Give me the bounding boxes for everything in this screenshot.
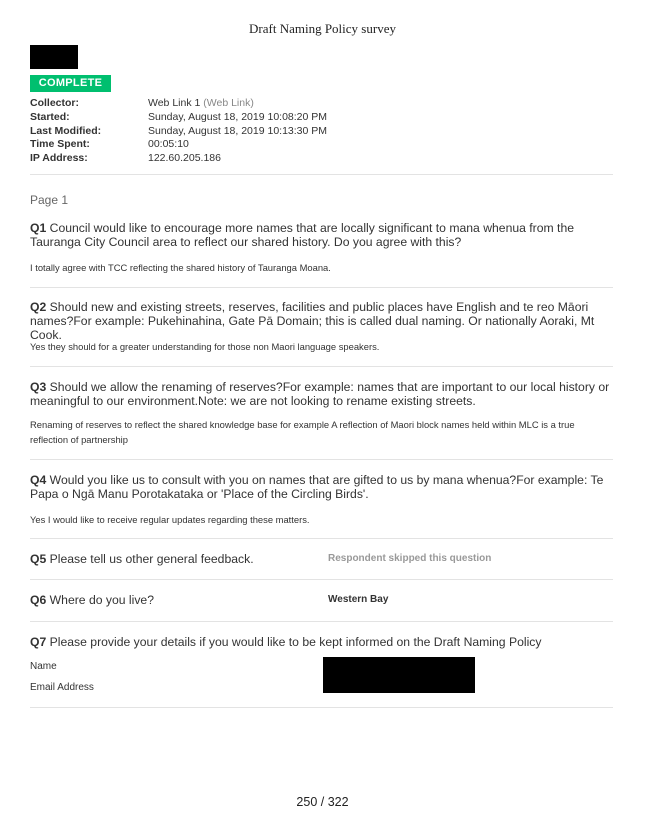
page-counter: 250 / 322 xyxy=(296,795,349,809)
status-badge: COMPLETE xyxy=(30,75,111,92)
question-text: Where do you live? xyxy=(49,593,154,607)
question-text: Please tell us other general feedback. xyxy=(49,552,254,566)
field-label-email: Email Address xyxy=(30,682,94,693)
question-number: Q5 xyxy=(30,552,47,566)
question-number: Q6 xyxy=(30,593,47,607)
question-1 xyxy=(30,221,613,249)
question-2 xyxy=(30,300,613,342)
answer-6: Western Bay xyxy=(328,594,389,605)
started-row xyxy=(30,111,327,125)
last-modified-value: Sunday, August 18, 2019 10:13:30 PM xyxy=(148,124,328,137)
divider xyxy=(30,287,613,288)
started-value: Sunday, August 18, 2019 10:08:20 PM xyxy=(148,110,328,123)
document-title: Draft Naming Policy survey xyxy=(249,21,396,36)
divider xyxy=(30,366,613,367)
answer-1: I totally agree with TCC reflecting the shared history of Tauranga Moana. xyxy=(30,262,331,273)
divider xyxy=(30,579,613,580)
time-spent-label: Time Spent: xyxy=(30,138,90,151)
ip-address-label: IP Address: xyxy=(30,152,88,165)
time-spent-row xyxy=(30,138,327,152)
collector-row xyxy=(30,97,327,111)
question-6 xyxy=(30,593,154,607)
question-text: Should we allow the renaming of reserves?For example: names that are important to our local history or meaningful to our environment.Note: we are not looking to rename existing streets. xyxy=(30,380,610,408)
question-number: Q2 xyxy=(30,300,47,314)
divider xyxy=(30,538,613,539)
question-number: Q4 xyxy=(30,473,47,487)
ip-address-row xyxy=(30,152,327,166)
ip-address-value: 122.60.205.186 xyxy=(148,152,221,165)
answer-3: Renaming of reserves to reflect the shared knowledge base for example A reflection of Maori block names held within MLC is a true reflection of partnership xyxy=(30,419,575,445)
question-text: Would you like us to consult with you on names that are gifted to us by mana whenua?For example: Te Papa o Ngā Manu Porotakataka or 'Place of the Circling Birds'. xyxy=(30,473,604,501)
question-number: Q3 xyxy=(30,380,47,394)
question-number: Q1 xyxy=(30,221,47,235)
started-label: Started: xyxy=(30,110,70,123)
question-5 xyxy=(30,552,254,566)
answer-2: Yes they should for a greater understanding for those non Maori language speakers. xyxy=(30,341,380,352)
collector-name: Web Link 1 xyxy=(148,97,201,109)
divider xyxy=(30,459,613,460)
question-text: Please provide your details if you would like to be kept informed on the Draft Naming Policy xyxy=(49,635,542,649)
collector-value xyxy=(148,97,254,111)
collector-label: Collector: xyxy=(30,97,80,109)
question-3 xyxy=(30,380,613,408)
collector-type: (Web Link) xyxy=(203,97,254,109)
redacted-block xyxy=(30,45,78,69)
question-text: Council would like to encourage more names that are locally significant to mana whenua from the Tauranga City Council area to reflect our shared history. Do you agree with this? xyxy=(30,221,574,249)
divider xyxy=(30,621,613,622)
skipped-note: Respondent skipped this question xyxy=(328,553,492,564)
question-text: Should new and existing streets, reserves, facilities and public places have English and te reo Māori names?For example: Pukehinahina, Gate Pā Domain; this is called dual naming. Or nationally Aoraki, Mt Cook. xyxy=(30,300,595,342)
page-label: Page 1 xyxy=(30,193,69,207)
redacted-block xyxy=(323,657,475,693)
response-metadata xyxy=(30,97,327,166)
last-modified-label: Last Modified: xyxy=(30,124,102,137)
field-label-name: Name xyxy=(30,661,57,672)
divider xyxy=(30,174,613,175)
last-modified-row xyxy=(30,125,327,139)
question-4 xyxy=(30,473,613,501)
divider xyxy=(30,707,613,708)
question-7 xyxy=(30,635,541,649)
question-number: Q7 xyxy=(30,635,47,649)
answer-4: Yes I would like to receive regular updates regarding these matters. xyxy=(30,514,310,525)
time-spent-value: 00:05:10 xyxy=(148,138,189,151)
